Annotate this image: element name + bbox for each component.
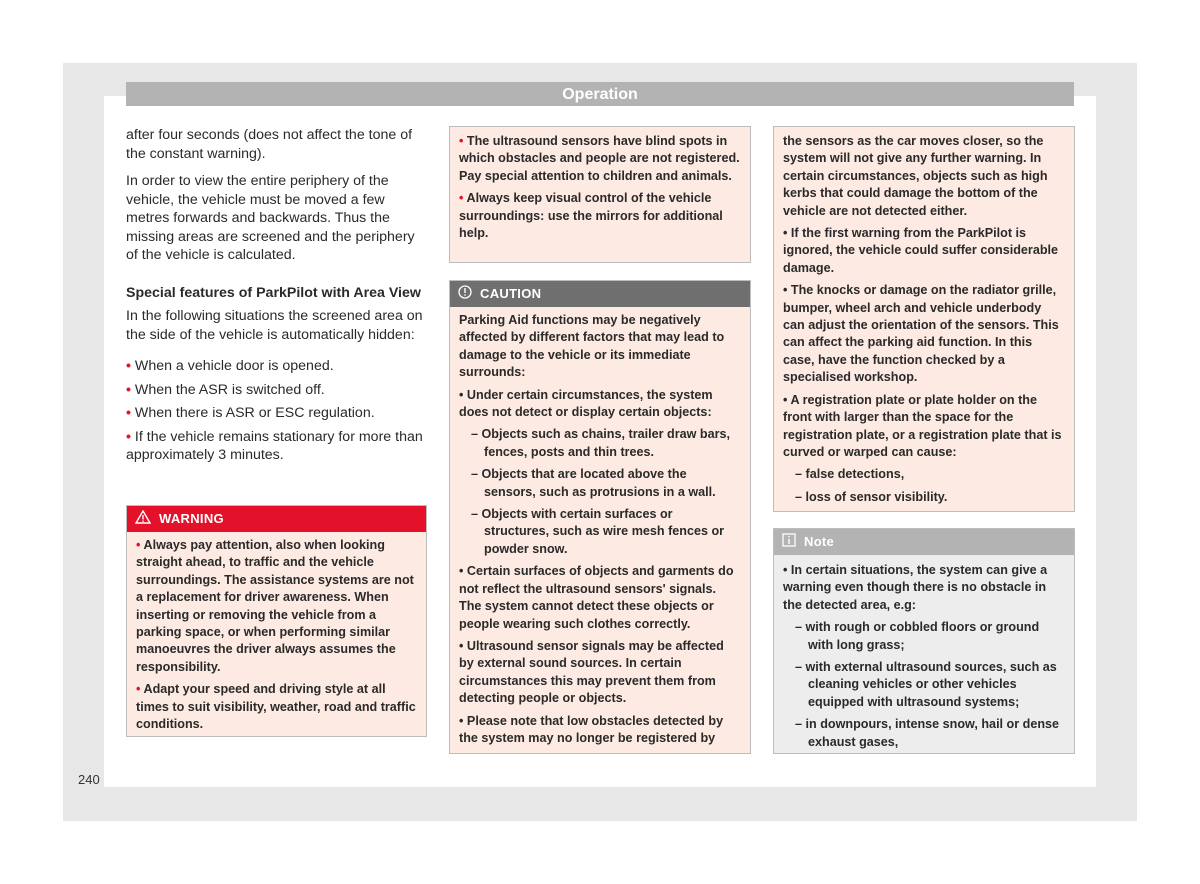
caution-item: • Certain surfaces of objects and garments do not reflect the ultrasound sensors' signals. The system cannot detect these objects or people wearing such clothes correctly. — [459, 564, 734, 631]
info-circle-icon — [458, 282, 472, 308]
caution-item: • Please note that low obstacles detected by the system may no longer be registered by — [459, 713, 724, 745]
caution-intro: Parking Aid functions may be negatively affected by different factors that may lead to damage to the vehicle or its immediate surrounds: — [459, 313, 725, 380]
list-item: • When the ASR is switched off. — [126, 381, 325, 398]
list-item: • When a vehicle door is opened. — [126, 358, 334, 374]
info-square-icon — [782, 530, 796, 556]
note-header — [774, 529, 1074, 555]
note-box — [773, 528, 1075, 754]
caution-box — [449, 280, 751, 754]
caution-subitem: – Objects that are located above the sensors, such as protrusions in a wall. — [471, 467, 716, 499]
list-item: • When there is ASR or ESC regulation. — [126, 405, 375, 421]
note-subitem: – in downpours, intense snow, hail or dense exhaust gases, — [795, 717, 1060, 749]
caution-item: • Under certain circumstances, the system does not detect or display certain objects: — [459, 387, 713, 420]
caution-subitem: – Objects such as chains, trailer draw bars, fences, posts and thin trees. — [471, 427, 730, 459]
list-item: • If the vehicle remains stationary for more than approximately 3 minutes. — [126, 428, 423, 463]
caution-title: CAUTION — [480, 286, 542, 301]
section-heading: Special features of ParkPilot with Area View — [126, 284, 421, 301]
caution-paragraph: the sensors as the car moves closer, so the system will not give any further warning. In certain circumstances, objects such as high kerbs that could damage the bottom of the vehicle are not detected either. — [783, 134, 1048, 218]
note-item: • In certain situations, the system can give a warning even though there is no obstacle in the detected area, e.g: — [783, 563, 1048, 612]
paragraph: In order to view the entire periphery of the vehicle, the vehicle must be moved a few metres forwards and backwards. Thus the missing areas are screened and the periphery of the vehicle is calculated. — [126, 173, 415, 263]
bullet-icon: • — [126, 358, 131, 374]
bullet-icon: • — [126, 428, 131, 445]
caution-header — [450, 281, 750, 307]
paragraph: In the following situations the screened area on the side of the vehicle is automatically hidden: — [126, 308, 423, 343]
caution-box-continued — [773, 126, 1075, 512]
bullet-icon: • — [126, 381, 131, 398]
note-title: Note — [804, 534, 835, 549]
warning-title: WARNING — [159, 511, 224, 526]
column-1 — [126, 126, 426, 470]
note-subitem: – with external ultrasound sources, such as cleaning vehicles or other vehicles equipped with ultrasound systems; — [795, 660, 1057, 709]
caution-item: • A registration plate or plate holder on the front with larger than the space for the registration plate, or a registration plate that is curved or warped can cause: — [783, 392, 1062, 459]
caution-item: • The knocks or damage on the radiator grille, bumper, wheel arch and vehicle underbody can adjust the orientation of the sensors. This can affect the parking aid function. In this case, have the function checked by a specialised workshop. — [783, 283, 1059, 385]
page-number: 240 — [78, 772, 100, 787]
warning-header — [127, 506, 426, 532]
warning-item: • Adapt your speed and driving style at all times to suit visibility, weather, road and traffic conditions. — [136, 682, 416, 732]
caution-item: • If the first warning from the ParkPilot is ignored, the vehicle could suffer considerable damage. — [783, 226, 1059, 275]
note-subitem: – with rough or cobbled floors or ground with long grass; — [795, 620, 1040, 652]
warning-item: • Always keep visual control of the vehicle surroundings: use the mirrors for additional help. — [459, 191, 723, 241]
caution-subitem: – Objects with certain surfaces or structures, such as wire mesh fences or powder snow. — [471, 507, 725, 556]
warning-triangle-icon — [135, 507, 151, 533]
caution-subitem: – false detections, — [795, 467, 905, 482]
bullet-icon: • — [126, 405, 131, 421]
paragraph: after four seconds (does not affect the tone of the constant warning). — [126, 127, 413, 162]
section-header: Operation — [126, 82, 1074, 106]
warning-item: • Always pay attention, also when looking straight ahead, to traffic and the vehicle surroundings. The assistance systems are not a replacement for driver awareness. When inserting or removing the vehicle from a parking space, or when performing similar manoeuvres the driver always assumes the responsibility. — [136, 538, 414, 674]
caution-item: • Ultrasound sensor signals may be affected by external sound sources. In certain circumstances this may prevent them from detecting people or objects. — [459, 638, 724, 706]
warning-box-continued — [449, 126, 751, 263]
warning-item: • The ultrasound sensors have blind spots in which obstacles and people are not registered. Pay special attention to children and animals. — [459, 134, 740, 183]
caution-subitem: – loss of sensor visibility. — [795, 489, 948, 504]
warning-box — [126, 505, 427, 737]
